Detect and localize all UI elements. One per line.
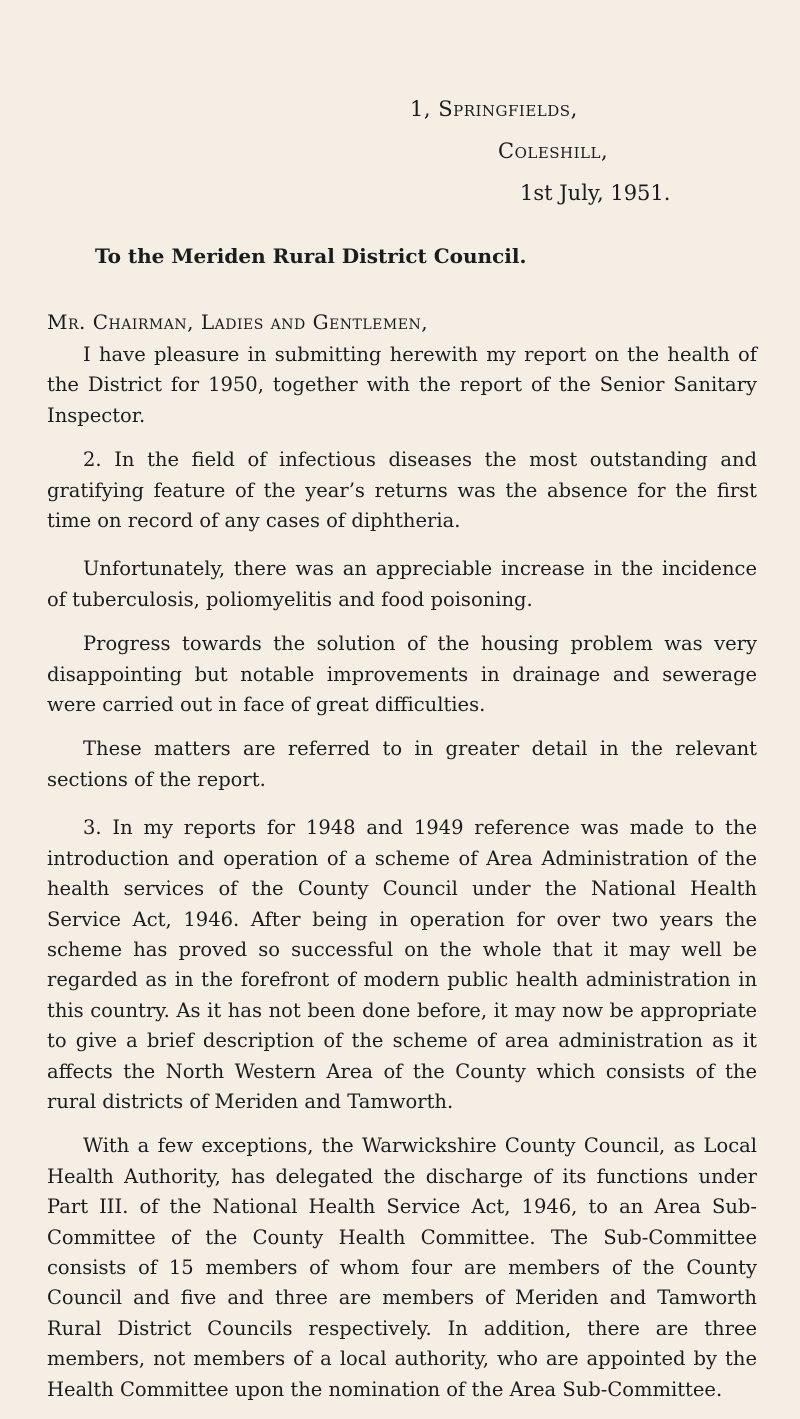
paragraph-2d: These matters are referred to in greater detail in the relevant sections of the report. (47, 737, 757, 791)
paragraph-2c: Progress towards the solution of the housing problem was very disappointing but notable improvements in drainage and sewerage were carried out in face of great difficulties. (47, 632, 757, 717)
paragraph-3b: With a few exceptions, the Warwickshire County Council, as Local Health Authority, has delegated the discharge of its functions under Part III. of the National Health Service Act, 1946, to an Area Sub-Committee of the County Health Committee. The Sub-Committee consists of 15 members of whom four are members of the County Council and five and three are members of Meriden and Tamworth Rural District Councils respectively. In addition, there are three members, not members of a local authority, who are appointed by the Health Committee upon the nomination of the Area Sub-Committee. (47, 1134, 757, 1401)
paragraph-2b: Unfortunately, there was an appreciable increase in the incidence of tuberculosis, poliomyelitis and food poisoning. (47, 557, 757, 611)
address-line-2: Coleshill, (498, 139, 609, 163)
paragraph-3: 3. In my reports for 1948 and 1949 reference was made to the introduction and operation of a scheme of Area Administration of the health services of the County Council under the National Health Service Act, 1946. After being in operation for over two years the scheme has proved so successful on the whole that it may well be regarded as in the forefront of modern public health administration in this country. As it has not been done before, it may now be appropriate to give a brief description of the scheme of area administration as it affects the North Western Area of the County which consists of the rural districts of Meriden and Tamworth. (47, 816, 757, 1113)
report-body (47, 340, 757, 1419)
sender-address (410, 88, 670, 214)
letter-heading: To the Meriden Rural District Council. (95, 244, 527, 268)
paragraph-intro: I have pleasure in submitting herewith my report on the health of the District for 1950, together with the report of the Senior Sanitary Inspector. (47, 343, 757, 427)
salutation: Mr. Chairman, Ladies and Gentlemen, (47, 310, 429, 334)
paragraph-2: 2. In the field of infectious diseases the most outstanding and gratifying feature of the year’s returns was the absence for the first time on record of any cases of diphtheria. (47, 448, 757, 533)
address-line-1: 1, Springfields, (410, 97, 578, 121)
address-date: 1st July, 1951. (520, 181, 671, 205)
